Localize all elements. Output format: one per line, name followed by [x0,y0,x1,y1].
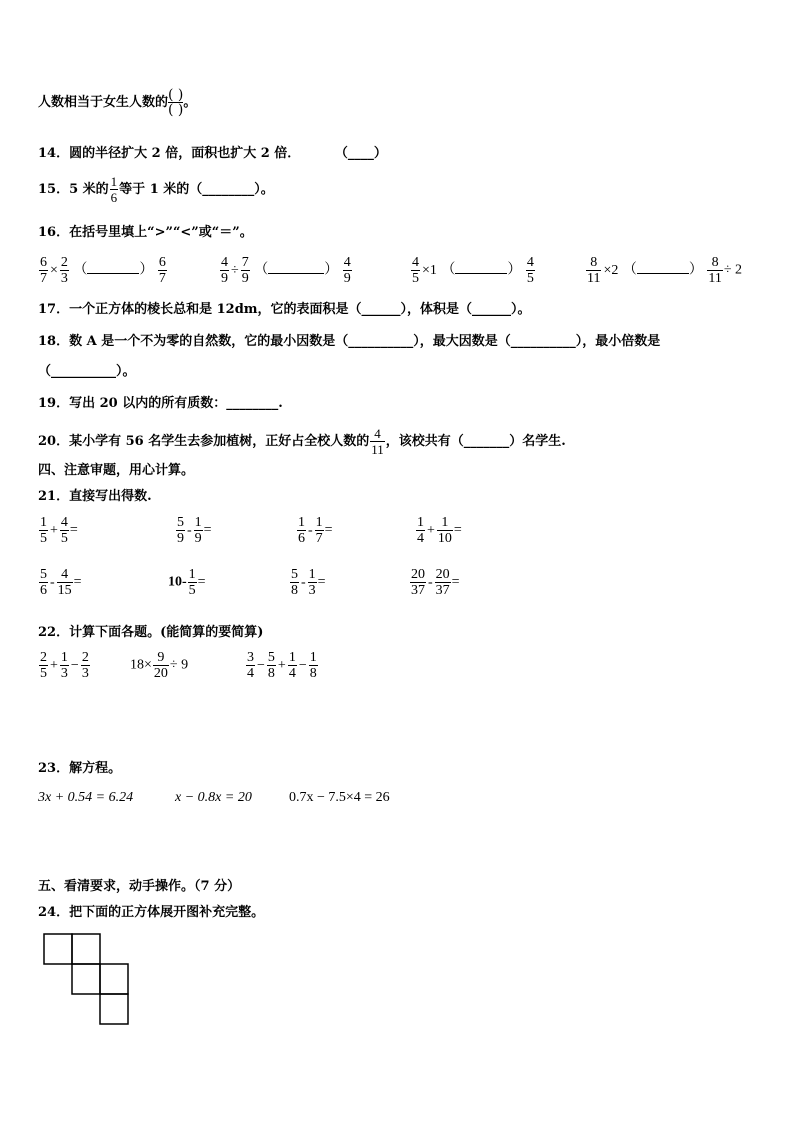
q21-r1-c1: $\frac{1}{5}$ + $\frac{4}{5}$ = [40,515,78,546]
q15-answer-blank[interactable]: 等于 1 米的（________）。 [119,182,274,197]
q20-answer-blank[interactable]: ，该校共有（_______）名学生. [385,434,566,449]
q13-tail-line: 人数相当于女生人数的 $\frac{( )}{( )}$ 。 [38,87,197,118]
q21-r1-c3: $\frac{1}{6}$ - $\frac{1}{7}$ = [298,515,333,546]
q21-title: 21．直接写出得数. [38,489,152,504]
section-5-title: 五、看清要求，动手操作。（7 分） [38,879,241,894]
q21-r1-c4: $\frac{1}{4}$ + $\frac{1}{10}$ = [417,515,462,546]
q21-r2-c1: $\frac{5}{6}$ - $\frac{4}{15}$ = [40,567,82,598]
q20-fraction: $\frac{4}{11}$ [371,426,384,457]
q16-item-3: $\frac{4}{5}$ ×1 （ ） $\frac{4}{5}$ [412,255,534,286]
q15-line: 15．5 米的 $\frac{1}{6}$ 等于 1 米的（________）。 [38,174,274,205]
q14-line: 14．圆的半径扩大 2 倍，面积也扩大 2 倍． （____） [38,146,387,161]
q14-answer-blank[interactable]: （____） [334,146,387,161]
net-square-1 [44,934,72,964]
q18-answer-blank[interactable]: （__________）。 [38,364,136,379]
q23-title: 23．解方程。 [38,761,122,776]
q23-eq-1: 3x + 0.54 = 6.24 [38,790,134,805]
q16-item-2-blank[interactable] [268,273,324,274]
q20-line: 20．某小学有 56 名学生去参加植树，正好占全校人数的 $\frac{4}{11}$ ，该校共有（_______）名学生. [38,426,566,457]
q17-line [38,302,531,318]
q19-line [38,396,283,412]
section-4-title: 四、注意审题，用心计算。 [38,463,195,478]
q15-fraction: $\frac{1}{6}$ [110,174,118,205]
net-square-4 [100,964,128,994]
q13-answer-fraction: $\frac{( )}{( )}$ [168,87,184,118]
q16-item-1-blank[interactable] [87,273,139,274]
net-square-3 [72,964,100,994]
q13-tail-text: 人数相当于女生人数的 [38,95,169,110]
q18-line-1 [38,334,660,350]
q21-r1-c2: $\frac{5}{9}$ - $\frac{1}{9}$ = [177,515,212,546]
q17-text[interactable]: 17．一个正方体的棱长总和是 12dm，它的表面积是（______），体积是（______）。 [38,302,531,317]
q21-r2-c3: $\frac{5}{8}$ - $\frac{1}{3}$ = [291,567,326,598]
q21-r2-c2: 10- $\frac{1}{5}$ = [168,567,206,598]
q16-text: 在括号里填上“>”“<”或“＝”。 [69,225,253,240]
q19-text[interactable]: 19．写出 20 以内的所有质数：________. [38,396,283,411]
cube-net-figure [42,932,142,1032]
q24-title: 24．把下面的正方体展开图补充完整。 [38,905,265,920]
net-square-2 [72,934,100,964]
q22-expr-3: $\frac{3}{4}$ − $\frac{5}{8}$ + $\frac{1}{4}$ − $\frac{1}{8}$ [247,650,317,681]
q16-item-4-blank[interactable] [637,273,689,274]
q22-title: 22．计算下面各题。(能简算的要简算) [38,625,264,640]
q21-r2-c4: $\frac{20}{37}$ - $\frac{20}{37}$ = [411,567,460,598]
q16-item-2: $\frac{4}{9}$ ÷ $\frac{7}{9}$ （ ） $\frac{4}{9}$ [221,255,351,286]
q16-item-3-blank[interactable] [455,273,507,274]
q18-line-2 [38,364,136,380]
q23-eq-2: x − 0.8x = 20 [175,790,252,805]
q16-line: 16．在括号里填上“>”“<”或“＝”。 [38,225,253,240]
q23-eq-3: 0.7x − 7.5×4 = 26 [289,790,390,805]
q16-item-1: $\frac{6}{7}$ × $\frac{2}{3}$ （ ） $\frac{6}{7}$ [40,255,166,286]
q18-text[interactable]: 18．数 A 是一个不为零的自然数，它的最小因数是（__________），最大因数是（__________），最小倍数是 [38,334,661,349]
q16-item-4: $\frac{8}{11}$ ×2 （ ） $\frac{8}{11}$ ÷ 2 [587,255,743,286]
net-square-5 [100,994,128,1024]
q22-expr-1: $\frac{2}{5}$ + $\frac{1}{3}$ − $\frac{2}{3}$ [40,650,89,681]
q14-text: 圆的半径扩大 2 倍，面积也扩大 2 倍． [69,146,301,161]
q22-expr-2: 18× $\frac{9}{20}$ ÷ 9 [130,650,189,681]
